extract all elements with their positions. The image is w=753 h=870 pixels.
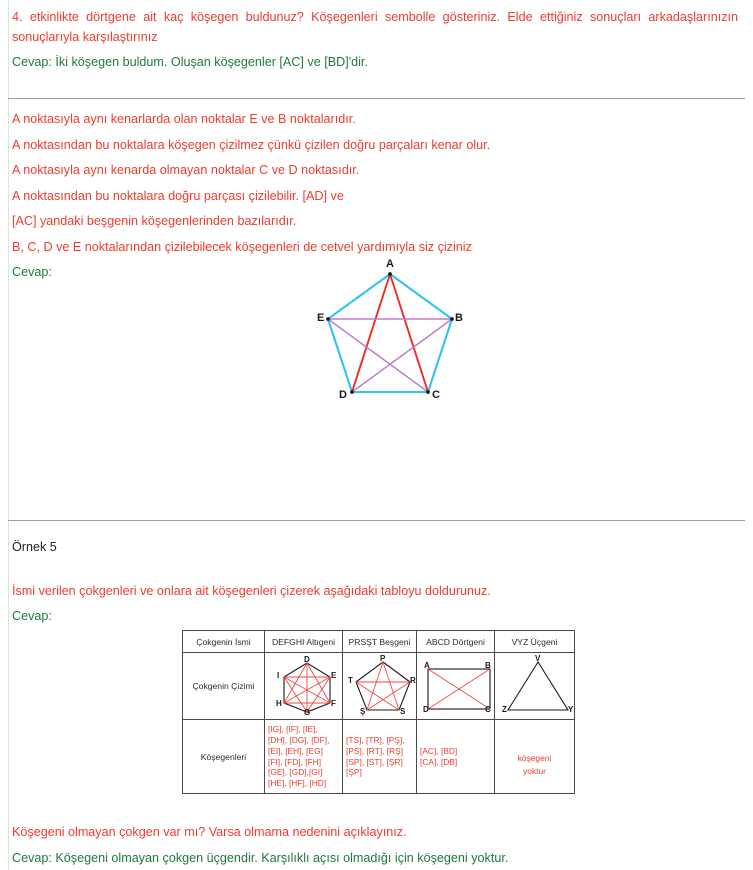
pentagon-svg xyxy=(315,258,465,418)
pentagon-diagonal-line-3: [SP], [ST], [ŞR] xyxy=(346,756,403,767)
cell-pentagon-drawing xyxy=(343,653,417,720)
pentagon-diagram xyxy=(315,258,465,418)
triangle-label-Y: Y xyxy=(568,705,574,714)
pentagon-diagonal-line-2: [PS], [RT], [RŞ] xyxy=(346,745,404,756)
table-header-row xyxy=(183,631,575,653)
table-row-drawings xyxy=(183,653,575,720)
triangle-edges xyxy=(508,662,568,710)
hexagon-diagonal-line-2: [DH], [DG], [DF], xyxy=(268,735,330,745)
section2-line-1: A noktasıyla aynı kenarlarda olan noktalar E ve B noktalarıdır. xyxy=(12,112,356,126)
pentagon-mini-label-P: P xyxy=(380,654,386,663)
hexagon-label-D: D xyxy=(304,655,310,664)
polygon-table-wrapper xyxy=(182,630,574,794)
pentagon-diagonal-line-4: [ŞP] xyxy=(346,767,362,778)
pentagon-mini-label-R: R xyxy=(410,676,416,685)
section-3-text xyxy=(12,538,632,633)
header-pentagon: PRSŞT Beşgeni xyxy=(343,631,417,653)
header-quadrilateral: ABCD Dörtgeni xyxy=(417,631,495,653)
quadrilateral-diagonal-line-1: [AC], [BD] xyxy=(420,745,458,756)
section2-line-5: [AC] yandaki beşgenin köşegenlerinden bazılarıdır. xyxy=(12,214,297,229)
hexagon-diagonal-line-3: [EI], [EH], [EG] xyxy=(268,745,323,756)
pentagon-mini-label-T: T xyxy=(348,676,353,685)
header-triangle: VYZ Üçgeni xyxy=(495,631,575,653)
cell-triangle-diagonals xyxy=(495,720,575,794)
polygon-table xyxy=(182,630,575,794)
pentagon-mini-label-S-cedilla: Ş xyxy=(360,707,366,716)
section2-line-2: A noktasından bu noktalara köşegen çizilmez çünkü çizilen doğru parçaları kenar olur. xyxy=(12,137,491,152)
quadrilateral-label-D: D xyxy=(423,705,429,714)
divider-1 xyxy=(8,98,745,99)
cell-quadrilateral-diagonals xyxy=(417,720,495,794)
header-hexagon: DEFGHI Altıgeni xyxy=(265,631,343,653)
section-4 xyxy=(12,823,712,870)
divider-2 xyxy=(8,520,745,521)
pentagon-red-diagonals xyxy=(352,274,428,392)
triangle-no-diagonal-line-2: yoktur xyxy=(523,765,546,776)
pentagon-violet-diagonals xyxy=(328,319,452,392)
cell-pentagon-diagonals xyxy=(343,720,417,794)
section3-instruction: İsmi verilen çokgenleri ve onlara ait köşegenleri çizerek aşağıdaki tabloyu doldurunuz. xyxy=(12,583,491,598)
quadrilateral-label-B: B xyxy=(485,661,491,670)
pentagon-mini xyxy=(346,654,416,717)
cell-hexagon-drawing xyxy=(265,653,343,720)
section2-line-3: A noktasıyla aynı kenarda olmayan noktalar C ve D noktasıdır. xyxy=(12,163,360,178)
section4-answer: Cevap: Köşegeni olmayan çokgen üçgendir. Karşılıklı açısı olmadığı için köşegeni yoktur. xyxy=(12,850,509,865)
table-row-diagonals xyxy=(183,720,575,794)
pentagon-vertices xyxy=(326,272,454,394)
hexagon-diagonals xyxy=(284,663,330,712)
pentagon-label-B: B xyxy=(455,312,463,324)
section2-line-4: A noktasından bu noktalara doğru parçası çizilebilir. [AD] ve xyxy=(12,188,344,203)
pentagon-label-C: C xyxy=(432,389,440,401)
section2-answer-label: Cevap: xyxy=(12,265,52,280)
section2-line-6: B, C, D ve E noktalarından çizilebilecek köşegenleri de cetvel yardımıyla siz çiziniz xyxy=(12,239,472,254)
hexagon-diagonal-line-6: [HE], [HF], [HD] xyxy=(268,778,327,788)
triangle-svg xyxy=(498,655,578,717)
example-title: Örnek 5 xyxy=(12,540,57,554)
hexagon-label-F: F xyxy=(331,699,336,708)
header-polygon-name: Çokgenin İsmi xyxy=(183,631,265,653)
hexagon-label-I: I xyxy=(277,671,280,680)
pentagon-label-E: E xyxy=(317,312,325,324)
section3-answer-label: Cevap: xyxy=(12,609,52,624)
cell-quadrilateral-drawing xyxy=(417,653,495,720)
section1-question: 4. etkinlikte dörtgene ait kaç köşegen buldunuz? Köşegenleri sembolle gösteriniz. Elde ettiğiniz sonuçları arkadaşlarınızın sonuçlarıyla karşılaştırınız xyxy=(12,10,738,44)
rowlabel-drawing: Çokgenin Çizimi xyxy=(183,653,265,720)
hexagon-label-H: H xyxy=(276,699,282,708)
quadrilateral-label-C: C xyxy=(485,705,491,714)
hexagon-diagonal-line-5: [GE], [GD],[GI] xyxy=(268,767,323,778)
hexagon-diagonal-line-4: [FI], [FD], [FH] xyxy=(268,756,322,767)
pentagon-label-D: D xyxy=(339,389,347,401)
quadrilateral-diagonal-line-2: [CA], [DB] xyxy=(420,756,458,767)
section-1 xyxy=(12,8,738,79)
page-left-rule xyxy=(8,0,9,870)
cell-hexagon-diagonals xyxy=(265,720,343,794)
cell-triangle-drawing xyxy=(495,653,575,720)
quadrilateral-diagonals xyxy=(428,669,490,709)
pentagon-diagonal-line-1: [TS], [TR], [PŞ], xyxy=(346,735,405,745)
pentagon-mini-edges xyxy=(356,662,410,710)
section1-answer: Cevap: İki köşegen buldum. Oluşan köşegenler [AC] ve [BD]'dir. xyxy=(12,55,368,70)
hexagon-label-G: G xyxy=(304,708,311,717)
quadrilateral-mini xyxy=(420,655,491,717)
pentagon-mini-label-S: S xyxy=(400,707,406,716)
rowlabel-diagonals: Köşegenleri xyxy=(183,720,265,794)
pentagon-mini-svg xyxy=(346,655,420,717)
hexagon-diagonal-line-1: [IG], [IF], [IE], xyxy=(268,724,318,735)
triangle-label-Z: Z xyxy=(502,705,507,714)
triangle-no-diagonal-line-1: köşegeni xyxy=(517,752,552,763)
hexagon-mini xyxy=(268,655,339,717)
triangle-label-V: V xyxy=(535,654,541,663)
pentagon-label-A: A xyxy=(386,258,394,270)
triangle-mini xyxy=(498,654,574,717)
quadrilateral-label-A: A xyxy=(424,661,430,670)
section4-question: Köşegeni olmayan çokgen var mı? Varsa olmama nedenini açıklayınız. xyxy=(12,825,407,839)
hexagon-label-E: E xyxy=(331,671,337,680)
